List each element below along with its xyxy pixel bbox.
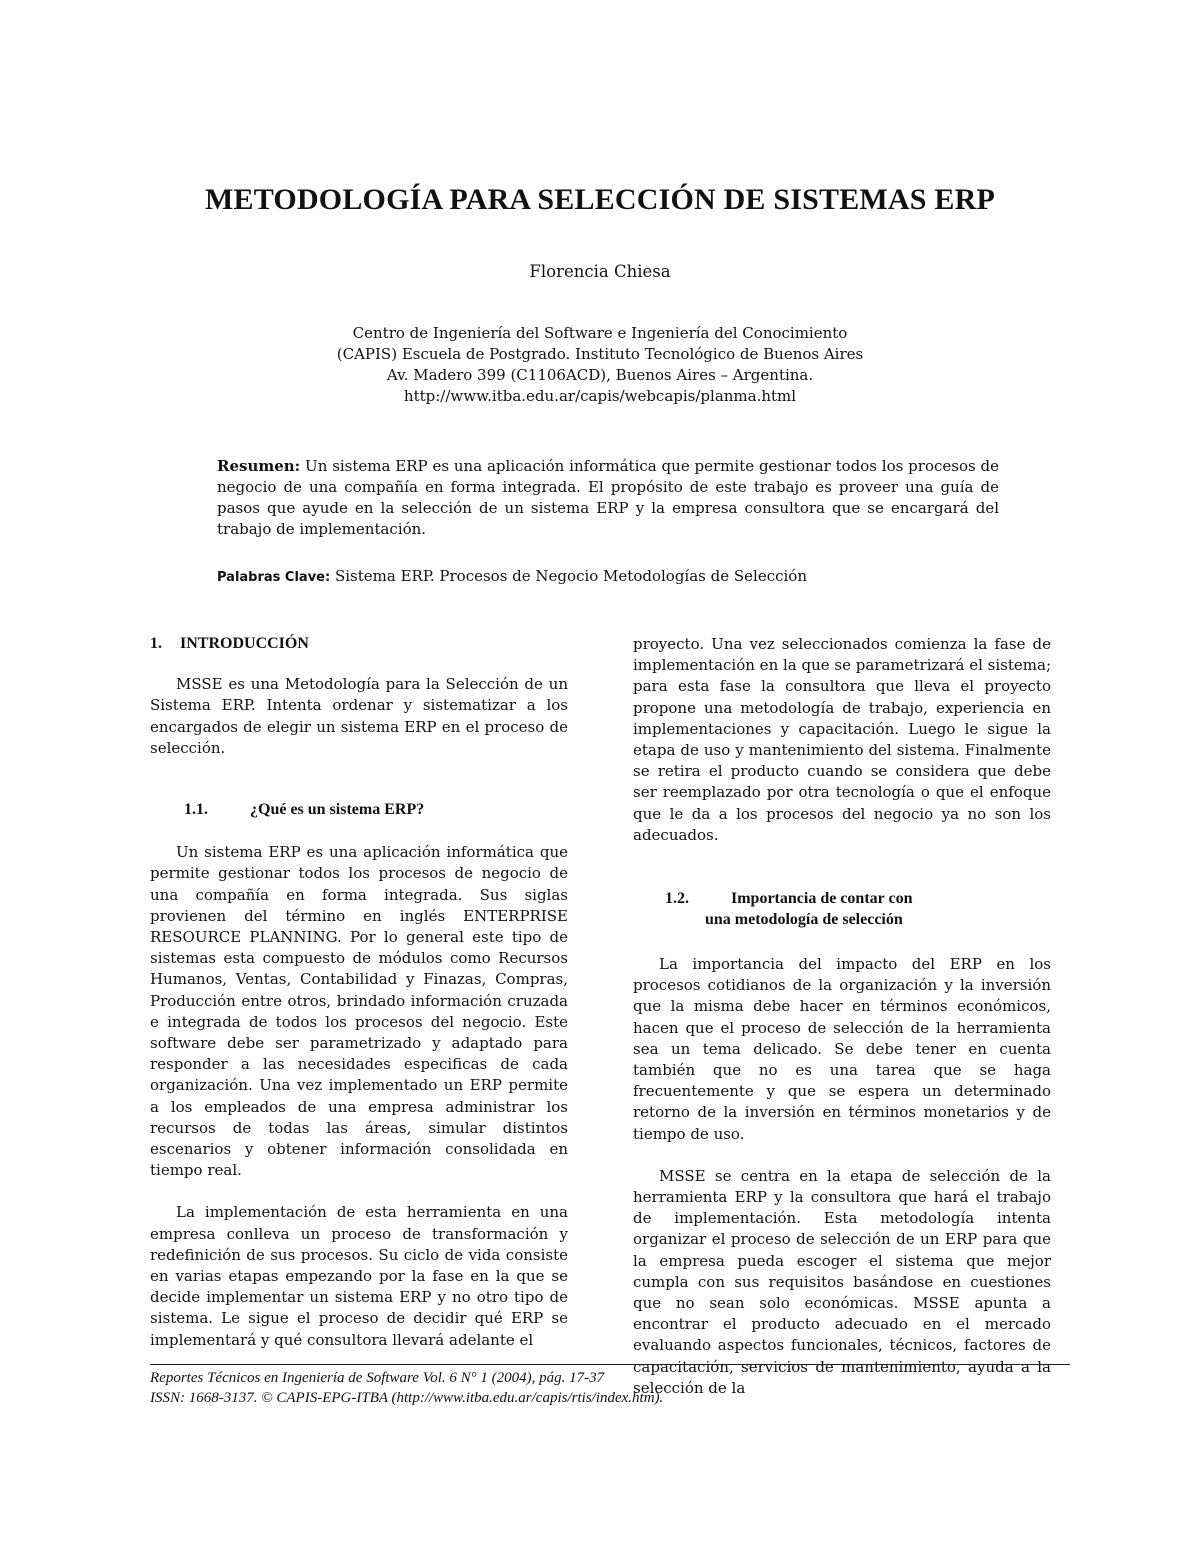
section-1-1-heading	[150, 799, 568, 820]
section-1-2-number: 1.2.	[665, 890, 689, 908]
affiliation-line: Av. Madero 399 (C1106ACD), Buenos Aires – Argentina.	[386, 366, 814, 384]
intro-paragraph: MSSE es una Metodología para la Selección de un Sistema ERP. Intenta ordenar y sistematizar a los encargados de elegir un sistema ERP en el proceso de selección.	[150, 675, 568, 757]
paper-title: METODOLOGÍA PARA SELECCIÓN DE SISTEMAS ERP	[205, 183, 995, 216]
section-1-2-heading	[633, 888, 1051, 930]
affiliation-block	[0, 323, 1200, 407]
section-1-1-number: 1.1.	[184, 801, 208, 819]
keywords-text: Sistema ERP. Procesos de Negocio Metodologías de Selección	[330, 567, 807, 585]
affiliation-line: (CAPIS) Escuela de Postgrado. Instituto Tecnológico de Buenos Aires	[336, 345, 864, 363]
section-1-title: INTRODUCCIÓN	[180, 635, 309, 652]
msse-paragraph: MSSE se centra en la etapa de selección de la herramienta ERP y la consultora que hará el trabajo de implementación. Esta metodología intenta organizar el proceso de selección de un ERP para que la empresa pueda escoger el sistema que mejor cumpla con sus requisitos basándose en cuestiones que no sean solo económicas. MSSE apunta a encontrar el producto adecuado en el mercado evaluando aspectos funcionales, técnicos, factores de capacitación, servicios de mantenimiento, ayuda a la selección de la	[633, 1166, 1051, 1397]
implementation-paragraph: La implementación de esta herramienta en una empresa conlleva un proceso de transformación y redefinición de sus procesos. Su ciclo de vida consiste en varias etapas empezando por la fase en la que se decide implementar un sistema ERP y no otro tipo de sistema. Le sigue el proceso de decidir qué ERP se implementará y qué consultora llevará adelante el	[150, 1203, 568, 1349]
section-1-heading	[150, 633, 568, 654]
author-name: Florencia Chiesa	[529, 262, 671, 281]
continuation-paragraph: proyecto. Una vez seleccionados comienza la fase de implementación en la que se parametrizará el sistema; para esta fase la consultora que lleva el proyecto propone una metodología de trabajo, experiencia en implementaciones y capacitación. Luego le sigue la etapa de uso y mantenimiento del sistema. Finalmente se retira el producto cuando se considera que debe ser reemplazado por otra tecnología o que el enfoque que le da a los procesos del negocio ya no son los adecuados.	[633, 635, 1051, 844]
keywords	[217, 566, 999, 588]
affiliation-url: http://www.itba.edu.ar/capis/webcapis/planma.html	[403, 387, 797, 405]
footer-citation: Reportes Técnicos en Ingeniería de Software Vol. 6 N° 1 (2004), pág. 17-37	[150, 1370, 605, 1386]
abstract	[217, 456, 999, 540]
erp-definition-paragraph: Un sistema ERP es una aplicación informática que permite gestionar todos los procesos de negocio de una compañía en forma integrada. Sus siglas provienen del término en inglés ENTERPRISE RESOURCE PLANNING. Por lo general este tipo de sistemas esta compuesto de módulos como Recursos Humanos, Ventas, Contabilidad y Finazas, Compras, Producción entre otros, brindado información cruzada e integrada de todos los procesos del negocio. Este software debe ser parametrizado y adaptado para responder a las necesidades especificas de cada organización. Una vez implementado un ERP permite a los empleados de una empresa administrar los recursos de todas las áreas, simular distintos escenarios y obtener información consolidada en tiempo real.	[150, 843, 568, 1180]
footer-rule	[150, 1364, 1070, 1365]
section-1-1-title: ¿Qué es un sistema ERP?	[250, 801, 425, 819]
abstract-label: Resumen:	[217, 457, 301, 475]
affiliation-line: Centro de Ingeniería del Software e Ingeniería del Conocimiento	[352, 324, 848, 342]
section-1-number: 1.	[150, 635, 162, 652]
right-column	[633, 634, 1051, 1399]
abstract-text: Un sistema ERP es una aplicación informática que permite gestionar todos los procesos de negocio de una compañía en forma integrada. El propósito de este trabajo es proveer una guía de pasos que ayude en la selección de un sistema ERP y la empresa consultora que se encargará del trabajo de implementación.	[217, 457, 999, 538]
section-1-2-title-line2: una metodología de selección	[705, 911, 903, 929]
keywords-label: Palabras Clave:	[217, 570, 331, 585]
left-column	[150, 633, 568, 1351]
section-1-2-title-line1: Importancia de contar con	[731, 890, 913, 908]
importance-paragraph: La importancia del impacto del ERP en los procesos cotidianos de la organización y la inversión que la misma debe hacer en términos económicos, hacen que el proceso de selección de la herramienta sea un tema delicado. Se debe tener en cuenta también que no es una tarea que se haga frecuentemente y que se espera un determinado retorno de la inversión en términos monetarios y de tiempo de uso.	[633, 955, 1051, 1143]
footer	[150, 1368, 1070, 1408]
footer-issn: ISSN: 1668-3137. © CAPIS-EPG-ITBA (http://www.itba.edu.ar/capis/rtis/index.htm).	[150, 1390, 664, 1406]
